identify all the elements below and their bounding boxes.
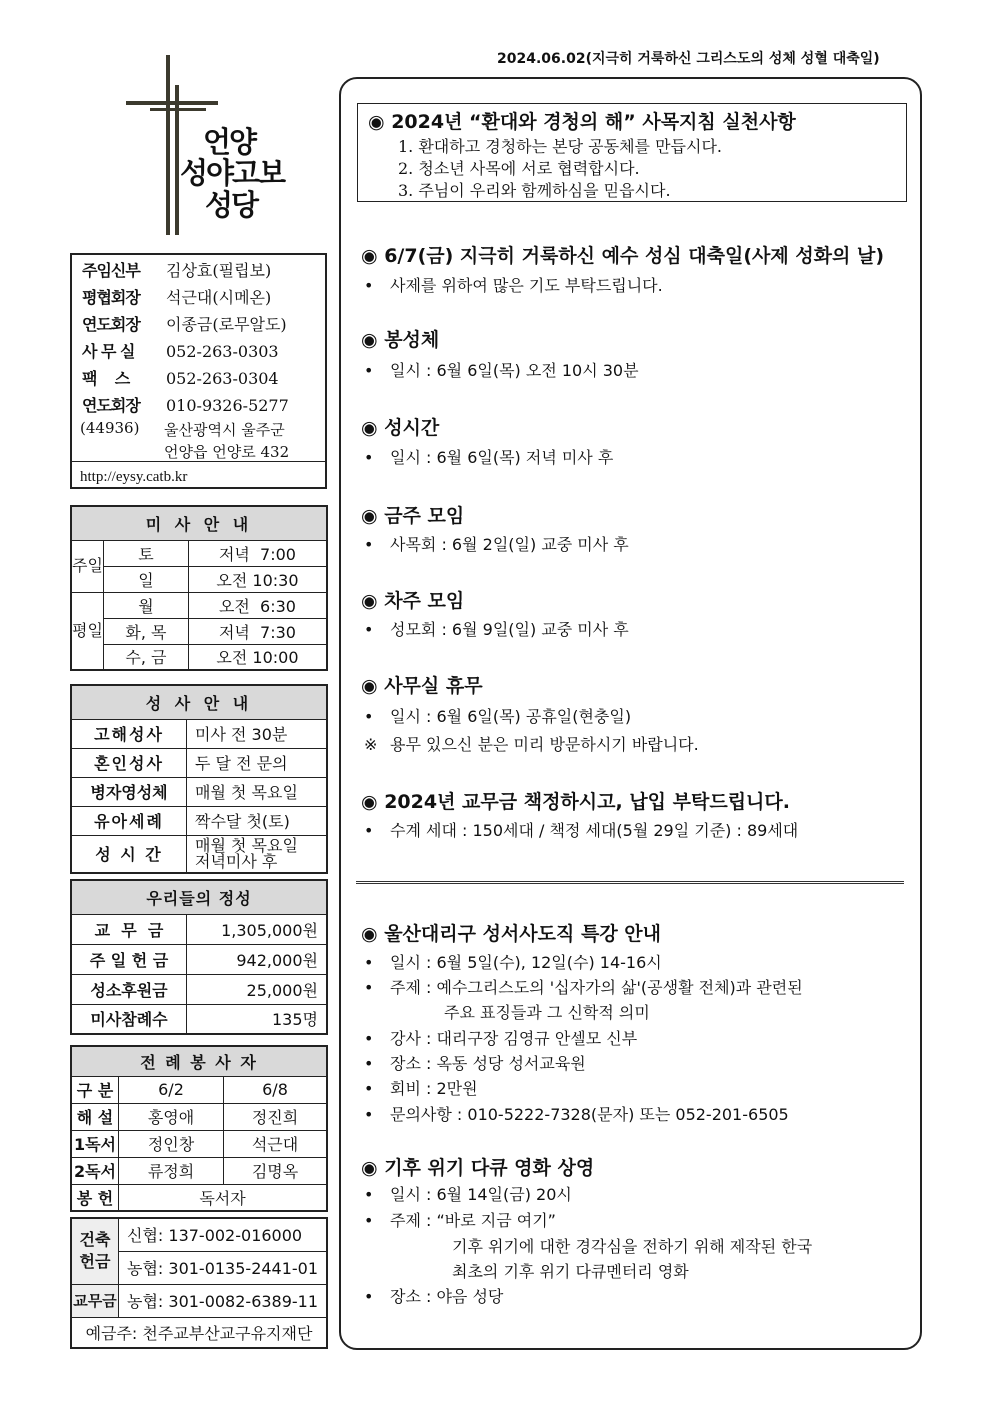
section-title: ◉ 기후 위기 다큐 영화 상영 [361, 1157, 595, 1179]
servers-col: 6/2 [119, 1076, 224, 1103]
mass-day: 수, 금 [103, 644, 188, 670]
section-item: • 장소 : 옥동 성당 성서교육원 [364, 1054, 586, 1073]
mass-day: 월 [103, 592, 188, 618]
section-item: • 사제를 위하여 많은 기도 부탁드립니다. [364, 276, 663, 295]
servers-role: 2독서 [71, 1157, 119, 1184]
servers-role: 봉 헌 [71, 1184, 119, 1211]
sacrament-name: 유아세례 [71, 806, 187, 835]
info-row: 연도회장 010-9326-5277 [82, 396, 289, 415]
info-row: 사 무 실 052-263-0303 [82, 342, 279, 361]
offering-table [70, 879, 328, 1035]
servers-title: 전 례 봉 사 자 [71, 1046, 327, 1076]
logo-line-1: 언양 [203, 125, 256, 159]
sunday-label: 주일 [71, 540, 103, 592]
sacrament-info: 두 달 전 문의 [187, 748, 328, 777]
section-title: ◉ 2024년 교무금 책정하시고, 납입 부탁드립니다. [361, 791, 790, 813]
guideline-item: 1. 환대하고 경청하는 본당 공동체를 만듭시다. [398, 137, 722, 156]
servers-role: 해 설 [71, 1103, 119, 1130]
guideline-title: ◉ 2024년 “환대와 경청의 해” 사목지침 실천사항 [368, 111, 796, 133]
offering-name: 성소후원금 [71, 974, 187, 1004]
account-holder: 예금주: 천주교부산교구유지재단 [71, 1317, 327, 1348]
section-title: ◉ 6/7(금) 지극히 거룩하신 예수 성심 대축일(사제 성화의 날) [361, 245, 885, 267]
section-item: • 강사 : 대리구장 김영규 안셀모 신부 [364, 1029, 638, 1048]
weekday-label: 평일 [71, 592, 103, 670]
sacrament-info: 짝수달 첫(토) [187, 806, 328, 835]
website-link[interactable]: http://eysy.catb.kr [80, 469, 188, 485]
section-item-continued: 기후 위기에 대한 경각심을 전하기 위해 제작된 한국 [452, 1237, 813, 1256]
servers-name: 독서자 [119, 1184, 328, 1211]
mass-schedule-table [70, 505, 328, 671]
section-title: ◉ 봉성체 [361, 329, 440, 351]
section-item: • 장소 : 야음 성당 [364, 1287, 504, 1306]
mass-time: 오전 10:30 [188, 566, 327, 592]
guideline-item: 3. 주님이 우리와 함께하심을 믿읍시다. [398, 181, 671, 200]
section-item: • 사목회 : 6월 2일(일) 교중 미사 후 [364, 535, 629, 554]
section-title: ◉ 사무실 휴무 [361, 675, 483, 697]
account-number: 농협: 301-0135-2441-01 [119, 1251, 328, 1284]
mass-time: 오전 6:30 [188, 592, 327, 618]
section-item: • 일시 : 6월 14일(금) 20시 [364, 1185, 572, 1204]
section-note: ※ 용무 있으신 분은 미리 방문하시기 바랍니다. [364, 735, 699, 754]
section-title: ◉ 성시간 [361, 417, 440, 439]
liturgy-servers-table [70, 1045, 328, 1212]
postal-code: (44936) [80, 419, 140, 437]
section-item: • 문의사항 : 010-5222-7328(문자) 또는 052-201-6505 [364, 1105, 789, 1124]
servers-role: 1독서 [71, 1130, 119, 1157]
section-item: • 일시 : 6월 6일(목) 공휴일(현충일) [364, 707, 632, 726]
offering-title: 우리들의 정성 [71, 880, 327, 914]
offering-amount: 135명 [187, 1004, 328, 1034]
bulletin-date: 2024.06.02(지극히 거룩하신 그리스도의 성체 성혈 대축일) [497, 51, 880, 67]
section-item: • 수계 세대 : 150세대 / 책정 세대(5월 29일 기준) : 89세대 [364, 821, 799, 840]
offering-name: 미사참례수 [71, 1004, 187, 1034]
mass-day: 일 [103, 566, 188, 592]
info-row: 주임신부 김상효(필립보) [82, 261, 272, 280]
address-line-1: 울산광역시 울주군 [164, 421, 285, 439]
servers-name: 김명옥 [224, 1157, 328, 1184]
mass-time: 저녁 7:00 [188, 540, 327, 566]
sacrament-info: 매월 첫 목요일 저녁미사 후 [187, 835, 328, 873]
parish-info-box [70, 253, 327, 489]
guideline-item: 2. 청소년 사목에 서로 협력합시다. [398, 159, 640, 178]
cross-icon [166, 55, 170, 235]
pastoral-guideline-box [357, 103, 907, 202]
servers-name: 석근대 [224, 1130, 328, 1157]
sacrament-name: 혼인성사 [71, 748, 187, 777]
section-title: ◉ 금주 모임 [361, 505, 465, 527]
section-divider [356, 881, 904, 884]
section-title: ◉ 차주 모임 [361, 590, 465, 612]
address-line-2: 언양읍 언양로 432 [164, 443, 290, 461]
section-item: • 일시 : 6월 6일(목) 오전 10시 30분 [364, 361, 639, 380]
logo-line-2: 성야고보 [180, 156, 285, 190]
mass-day: 토 [103, 540, 188, 566]
info-row: 팩 스 052-263-0304 [82, 369, 279, 388]
section-item: • 주제 : “바로 지금 여기” [364, 1211, 556, 1230]
parish-fund-label: 교무금 [71, 1284, 119, 1317]
offering-amount: 1,305,000원 [187, 914, 328, 944]
info-row: 평협회장 석근대(시메온) [82, 288, 272, 307]
section-item: • 성모회 : 6월 9일(일) 교중 미사 후 [364, 620, 629, 639]
sacrament-name: 병자영성체 [71, 777, 187, 806]
building-fund-label: 건축헌금 [71, 1218, 119, 1284]
servers-name: 홍영애 [119, 1103, 224, 1130]
section-item-continued: 주요 표징들과 그 신학적 의미 [444, 1003, 650, 1022]
sacrament-name: 성 시 간 [71, 835, 187, 873]
section-item: • 일시 : 6월 5일(수), 12일(수) 14-16시 [364, 953, 662, 972]
section-item: • 일시 : 6월 6일(목) 저녁 미사 후 [364, 448, 614, 467]
mass-day: 화, 목 [103, 618, 188, 644]
sacrament-info: 미사 전 30분 [187, 719, 328, 748]
section-title: ◉ 울산대리구 성서사도직 특강 안내 [361, 923, 661, 945]
section-item-continued: 최초의 기후 위기 다큐멘터리 영화 [452, 1262, 689, 1281]
servers-col: 구 분 [71, 1076, 119, 1103]
mass-time: 오전 10:00 [188, 644, 327, 670]
sacrament-table [70, 684, 328, 874]
sacrament-info: 매월 첫 목요일 [187, 777, 328, 806]
info-row: 연도회장 이종금(로무알도) [82, 315, 287, 334]
offering-amount: 25,000원 [187, 974, 328, 1004]
servers-name: 류정희 [119, 1157, 224, 1184]
sacrament-name: 고해성사 [71, 719, 187, 748]
offering-name: 주 일 헌 금 [71, 944, 187, 974]
servers-name: 정진희 [224, 1103, 328, 1130]
section-item: • 주제 : 예수그리스도의 '십자가의 삶'(공생활 전체)과 관련된 [364, 978, 803, 997]
servers-name: 정인창 [119, 1130, 224, 1157]
mass-title: 미 사 안 내 [71, 506, 327, 540]
mass-time: 저녁 7:30 [188, 618, 327, 644]
account-number: 농협: 301-0082-6389-11 [119, 1284, 328, 1317]
logo-line-3: 성당 [205, 188, 258, 222]
account-number: 신협: 137-002-016000 [119, 1218, 328, 1251]
accounts-table [70, 1217, 328, 1349]
servers-col: 6/8 [224, 1076, 328, 1103]
section-item: • 회비 : 2만원 [364, 1079, 478, 1098]
offering-name: 교 무 금 [71, 914, 187, 944]
sacrament-title: 성 사 안 내 [71, 685, 327, 719]
offering-amount: 942,000원 [187, 944, 328, 974]
